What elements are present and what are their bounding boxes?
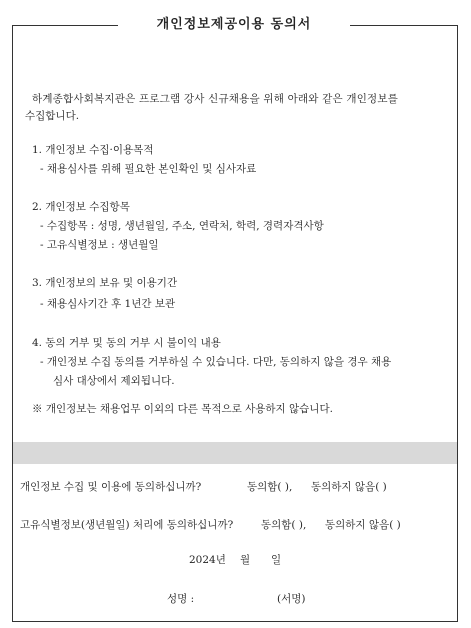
section-3-item-1: - 채용심사기간 후 1년간 보관 <box>40 298 176 310</box>
date-month: 월 <box>240 554 251 566</box>
section-1-item-1: - 채용심사를 위해 필요한 본인확인 및 심사자료 <box>40 163 257 175</box>
consent-1-agree-option[interactable]: 동의함( ), <box>247 481 293 493</box>
date-year: 2024년 <box>189 554 226 566</box>
section-4-heading: 4. 동의 거부 및 동의 거부 시 불이익 내용 <box>32 337 221 349</box>
section-2-item-2: - 고유식별정보 : 생년월일 <box>40 239 159 251</box>
consent-1-disagree-option[interactable]: 동의하지 않음( ) <box>311 481 387 493</box>
section-2-heading: 2. 개인정보 수집항목 <box>32 201 130 213</box>
privacy-notice: ※ 개인정보는 채용업무 이외의 다른 목적으로 사용하지 않습니다. <box>32 403 333 415</box>
section-3-heading: 3. 개인정보의 보유 및 이용기간 <box>32 277 178 289</box>
signature-name-label: 성명 : <box>167 593 195 605</box>
section-1-heading: 1. 개인정보 수집·이용목적 <box>32 144 154 156</box>
section-4-item-1: - 개인정보 수집 동의를 거부하실 수 있습니다. 다만, 동의하지 않을 경우 채용 <box>40 356 392 368</box>
consent-question-2: 고유식별정보(생년월일) 처리에 동의하십니까? <box>20 519 234 531</box>
intro-line-1: 하계종합사회복지관은 프로그램 강사 신규채용을 위해 아래와 같은 개인정보를 <box>32 93 399 105</box>
document-title: 개인정보제공이용 동의서 <box>118 14 350 36</box>
section-4-item-2: 심사 대상에서 제외됩니다. <box>53 375 175 387</box>
section-divider-band <box>13 442 457 464</box>
consent-2-disagree-option[interactable]: 동의하지 않음( ) <box>325 519 401 531</box>
signature-sign-label[interactable]: (서명) <box>277 593 306 605</box>
consent-2-agree-option[interactable]: 동의함( ), <box>261 519 307 531</box>
intro-line-2: 수집합니다. <box>25 110 80 122</box>
date-day: 일 <box>271 554 282 566</box>
section-2-item-1: - 수집항목 : 성명, 생년월일, 주소, 연락처, 학력, 경력자격사항 <box>40 220 324 232</box>
consent-question-1: 개인정보 수집 및 이용에 동의하십니까? <box>20 481 202 493</box>
